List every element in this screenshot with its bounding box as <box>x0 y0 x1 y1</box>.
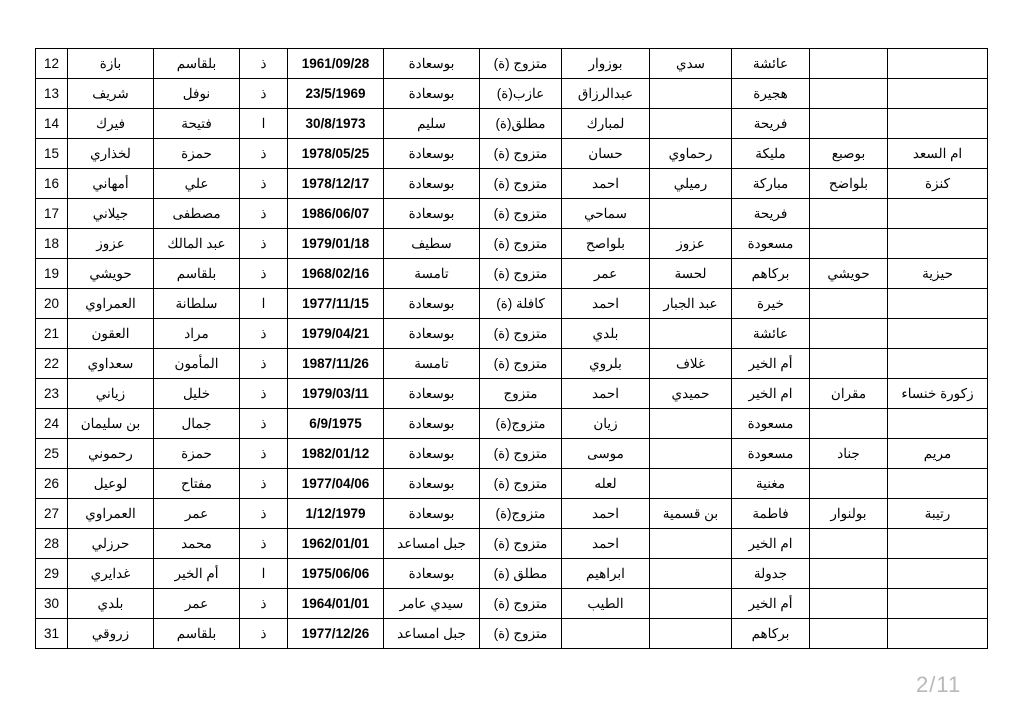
cell-extra1: بلواضح <box>810 169 888 199</box>
cell-extra2 <box>888 49 988 79</box>
cell-dob: 23/5/1969 <box>288 79 384 109</box>
cell-first: المأمون <box>154 349 240 379</box>
cell-status: متزوج (ة) <box>480 259 562 289</box>
table-row <box>36 379 988 409</box>
cell-dob: 1977/04/06 <box>288 469 384 499</box>
cell-gender: ذ <box>240 589 288 619</box>
cell-extra2: زكورة خنساء <box>888 379 988 409</box>
cell-first: عمر <box>154 589 240 619</box>
cell-status: متزوج (ة) <box>480 439 562 469</box>
cell-index: 20 <box>36 289 68 319</box>
cell-index: 12 <box>36 49 68 79</box>
cell-first: عمر <box>154 499 240 529</box>
cell-dob: 1987/11/26 <box>288 349 384 379</box>
cell-last: لخذاري <box>68 139 154 169</box>
cell-extra1: مقران <box>810 379 888 409</box>
table-row <box>36 469 988 499</box>
cell-status: متزوج (ة) <box>480 319 562 349</box>
cell-last: لوعيل <box>68 469 154 499</box>
cell-mother_first: بركاهم <box>732 619 810 649</box>
cell-dob: 30/8/1973 <box>288 109 384 139</box>
table-row <box>36 49 988 79</box>
cell-father: سماحي <box>562 199 650 229</box>
cell-mother_first: مسعودة <box>732 409 810 439</box>
cell-index: 15 <box>36 139 68 169</box>
cell-first: فتيحة <box>154 109 240 139</box>
cell-index: 27 <box>36 499 68 529</box>
cell-status: متزوج (ة) <box>480 469 562 499</box>
cell-gender: ذ <box>240 259 288 289</box>
cell-mother_first: مليكة <box>732 139 810 169</box>
cell-birthplace: سليم <box>384 109 480 139</box>
cell-extra2: كنزة <box>888 169 988 199</box>
cell-mother_last <box>650 559 732 589</box>
cell-extra1 <box>810 199 888 229</box>
cell-birthplace: بوسعادة <box>384 199 480 229</box>
table-row <box>36 199 988 229</box>
cell-gender: ذ <box>240 379 288 409</box>
cell-birthplace: بوسعادة <box>384 439 480 469</box>
cell-extra1 <box>810 289 888 319</box>
cell-first: مصطفى <box>154 199 240 229</box>
cell-mother_last: لحسة <box>650 259 732 289</box>
cell-father: لعله <box>562 469 650 499</box>
cell-father: بلروي <box>562 349 650 379</box>
cell-mother_first: مباركة <box>732 169 810 199</box>
cell-mother_first: جدولة <box>732 559 810 589</box>
cell-birthplace: بوسعادة <box>384 469 480 499</box>
cell-extra2 <box>888 79 988 109</box>
cell-mother_first: مسعودة <box>732 439 810 469</box>
cell-extra1 <box>810 319 888 349</box>
cell-dob: 1979/04/21 <box>288 319 384 349</box>
cell-last: بلدي <box>68 589 154 619</box>
cell-extra1 <box>810 349 888 379</box>
cell-mother_last: سدي <box>650 49 732 79</box>
cell-extra2 <box>888 109 988 139</box>
cell-status: متزوج (ة) <box>480 619 562 649</box>
cell-gender: ذ <box>240 139 288 169</box>
cell-status: متزوج (ة) <box>480 199 562 229</box>
cell-status: متزوج(ة) <box>480 499 562 529</box>
cell-extra2 <box>888 529 988 559</box>
table-row <box>36 499 988 529</box>
cell-gender: ذ <box>240 529 288 559</box>
cell-mother_last: رميلي <box>650 169 732 199</box>
cell-extra2 <box>888 589 988 619</box>
cell-last: حويشي <box>68 259 154 289</box>
cell-status: متزوج (ة) <box>480 529 562 559</box>
cell-gender: ذ <box>240 619 288 649</box>
registry-table <box>35 48 988 649</box>
cell-gender: ا <box>240 559 288 589</box>
cell-gender: ذ <box>240 229 288 259</box>
cell-extra2: مريم <box>888 439 988 469</box>
cell-first: بلقاسم <box>154 619 240 649</box>
cell-mother_last <box>650 319 732 349</box>
cell-mother_first: مغنية <box>732 469 810 499</box>
cell-extra1 <box>810 469 888 499</box>
cell-dob: 1978/12/17 <box>288 169 384 199</box>
cell-status: متزوج (ة) <box>480 49 562 79</box>
cell-index: 30 <box>36 589 68 619</box>
cell-extra2 <box>888 469 988 499</box>
cell-gender: ذ <box>240 409 288 439</box>
cell-extra2: حيزية <box>888 259 988 289</box>
cell-status: مطلق (ة) <box>480 559 562 589</box>
cell-status: متزوج (ة) <box>480 349 562 379</box>
cell-gender: ا <box>240 109 288 139</box>
cell-dob: 1978/05/25 <box>288 139 384 169</box>
cell-mother_last <box>650 199 732 229</box>
cell-birthplace: بوسعادة <box>384 139 480 169</box>
cell-dob: 1/12/1979 <box>288 499 384 529</box>
cell-gender: ذ <box>240 439 288 469</box>
cell-dob: 1979/01/18 <box>288 229 384 259</box>
cell-mother_first: هجيرة <box>732 79 810 109</box>
cell-mother_first: فريحة <box>732 199 810 229</box>
cell-extra2 <box>888 199 988 229</box>
cell-first: بلقاسم <box>154 259 240 289</box>
cell-extra2: رتيبة <box>888 499 988 529</box>
cell-mother_first: فاطمة <box>732 499 810 529</box>
cell-extra2 <box>888 229 988 259</box>
cell-mother_last <box>650 409 732 439</box>
cell-mother_first: ام الخير <box>732 529 810 559</box>
cell-extra1 <box>810 409 888 439</box>
cell-mother_last: بن قسمية <box>650 499 732 529</box>
cell-birthplace: بوسعادة <box>384 409 480 439</box>
cell-birthplace: جبل امساعد <box>384 619 480 649</box>
cell-first: مفتاح <box>154 469 240 499</box>
cell-first: نوفل <box>154 79 240 109</box>
cell-mother_last <box>650 79 732 109</box>
cell-mother_last: عبد الجبار <box>650 289 732 319</box>
cell-birthplace: بوسعادة <box>384 379 480 409</box>
cell-last: فيرك <box>68 109 154 139</box>
cell-dob: 1977/11/15 <box>288 289 384 319</box>
cell-index: 28 <box>36 529 68 559</box>
cell-birthplace: تامسة <box>384 259 480 289</box>
table-row <box>36 619 988 649</box>
cell-extra1: جناد <box>810 439 888 469</box>
cell-first: أم الخير <box>154 559 240 589</box>
cell-last: زياني <box>68 379 154 409</box>
table-row <box>36 289 988 319</box>
cell-status: عازب(ة) <box>480 79 562 109</box>
cell-last: بازة <box>68 49 154 79</box>
cell-dob: 1968/02/16 <box>288 259 384 289</box>
cell-mother_first: أم الخير <box>732 589 810 619</box>
table-row <box>36 589 988 619</box>
cell-first: بلقاسم <box>154 49 240 79</box>
cell-index: 19 <box>36 259 68 289</box>
registry-table-container <box>36 48 988 649</box>
cell-birthplace: تامسة <box>384 349 480 379</box>
cell-first: سلطانة <box>154 289 240 319</box>
cell-index: 14 <box>36 109 68 139</box>
cell-index: 25 <box>36 439 68 469</box>
cell-gender: ذ <box>240 319 288 349</box>
cell-dob: 1977/12/26 <box>288 619 384 649</box>
page-number: 2/11 <box>916 672 962 697</box>
cell-mother_last <box>650 109 732 139</box>
table-row <box>36 109 988 139</box>
cell-extra1 <box>810 79 888 109</box>
cell-birthplace: بوسعادة <box>384 319 480 349</box>
cell-extra1 <box>810 109 888 139</box>
cell-status: متزوج (ة) <box>480 169 562 199</box>
cell-mother_last: حميدي <box>650 379 732 409</box>
cell-last: حرزلي <box>68 529 154 559</box>
registry-table-body <box>36 49 988 649</box>
cell-last: رحموني <box>68 439 154 469</box>
cell-birthplace: بوسعادة <box>384 79 480 109</box>
cell-extra2 <box>888 619 988 649</box>
cell-mother_first: عائشة <box>732 49 810 79</box>
cell-gender: ذ <box>240 499 288 529</box>
cell-dob: 6/9/1975 <box>288 409 384 439</box>
cell-father: بلواصح <box>562 229 650 259</box>
cell-father: احمد <box>562 499 650 529</box>
cell-father: موسى <box>562 439 650 469</box>
cell-status: مطلق(ة) <box>480 109 562 139</box>
cell-index: 18 <box>36 229 68 259</box>
cell-last: أمهاني <box>68 169 154 199</box>
cell-gender: ا <box>240 289 288 319</box>
cell-last: زروقي <box>68 619 154 649</box>
cell-status: متزوج(ة) <box>480 409 562 439</box>
cell-father: ابراهيم <box>562 559 650 589</box>
table-row <box>36 349 988 379</box>
cell-extra2 <box>888 289 988 319</box>
cell-father <box>562 619 650 649</box>
cell-gender: ذ <box>240 169 288 199</box>
cell-mother_first: أم الخير <box>732 349 810 379</box>
cell-status: متزوج <box>480 379 562 409</box>
cell-dob: 1962/01/01 <box>288 529 384 559</box>
cell-index: 23 <box>36 379 68 409</box>
cell-last: العمراوي <box>68 499 154 529</box>
cell-gender: ذ <box>240 79 288 109</box>
cell-index: 31 <box>36 619 68 649</box>
cell-extra2 <box>888 409 988 439</box>
cell-mother_last <box>650 589 732 619</box>
cell-last: العمراوي <box>68 289 154 319</box>
cell-mother_first: ام الخير <box>732 379 810 409</box>
cell-father: احمد <box>562 529 650 559</box>
cell-gender: ذ <box>240 49 288 79</box>
cell-last: شريف <box>68 79 154 109</box>
cell-extra2 <box>888 559 988 589</box>
cell-first: حمزة <box>154 139 240 169</box>
cell-first: مراد <box>154 319 240 349</box>
cell-dob: 1986/06/07 <box>288 199 384 229</box>
cell-mother_first: عائشة <box>732 319 810 349</box>
cell-extra1: حويشي <box>810 259 888 289</box>
table-row <box>36 559 988 589</box>
cell-first: عبد المالك <box>154 229 240 259</box>
cell-extra2 <box>888 319 988 349</box>
cell-mother_last: غلاف <box>650 349 732 379</box>
cell-first: علي <box>154 169 240 199</box>
cell-birthplace: بوسعادة <box>384 289 480 319</box>
cell-father: بوزوار <box>562 49 650 79</box>
cell-mother_last <box>650 469 732 499</box>
cell-first: محمد <box>154 529 240 559</box>
table-row <box>36 319 988 349</box>
cell-last: بن سليمان <box>68 409 154 439</box>
cell-first: جمال <box>154 409 240 439</box>
cell-index: 16 <box>36 169 68 199</box>
cell-status: كافلة (ة) <box>480 289 562 319</box>
cell-extra1: بوصبع <box>810 139 888 169</box>
cell-father: احمد <box>562 169 650 199</box>
cell-father: الطيب <box>562 589 650 619</box>
table-row <box>36 169 988 199</box>
cell-mother_first: مسعودة <box>732 229 810 259</box>
table-row <box>36 79 988 109</box>
cell-birthplace: بوسعادة <box>384 49 480 79</box>
cell-index: 24 <box>36 409 68 439</box>
table-row <box>36 529 988 559</box>
table-row <box>36 139 988 169</box>
cell-dob: 1979/03/11 <box>288 379 384 409</box>
cell-status: متزوج (ة) <box>480 229 562 259</box>
table-row <box>36 229 988 259</box>
cell-extra1 <box>810 49 888 79</box>
cell-mother_first: خيرة <box>732 289 810 319</box>
cell-last: سعداوي <box>68 349 154 379</box>
cell-mother_last <box>650 529 732 559</box>
cell-extra2 <box>888 349 988 379</box>
cell-extra1 <box>810 589 888 619</box>
cell-index: 29 <box>36 559 68 589</box>
cell-status: متزوج (ة) <box>480 589 562 619</box>
cell-gender: ذ <box>240 349 288 379</box>
cell-birthplace: بوسعادة <box>384 559 480 589</box>
cell-mother_last: رحماوي <box>650 139 732 169</box>
cell-last: غدايري <box>68 559 154 589</box>
cell-extra1 <box>810 559 888 589</box>
cell-last: العقون <box>68 319 154 349</box>
cell-father: عبدالرزاق <box>562 79 650 109</box>
cell-father: حسان <box>562 139 650 169</box>
cell-mother_last <box>650 439 732 469</box>
cell-extra1 <box>810 529 888 559</box>
cell-index: 22 <box>36 349 68 379</box>
cell-birthplace: سطيف <box>384 229 480 259</box>
cell-extra2: ام السعد <box>888 139 988 169</box>
cell-dob: 1975/06/06 <box>288 559 384 589</box>
cell-last: جيلاني <box>68 199 154 229</box>
cell-father: بلدي <box>562 319 650 349</box>
cell-gender: ذ <box>240 469 288 499</box>
cell-mother_last <box>650 619 732 649</box>
cell-extra1 <box>810 229 888 259</box>
cell-mother_first: فريحة <box>732 109 810 139</box>
cell-first: خليل <box>154 379 240 409</box>
cell-mother_last: عزوز <box>650 229 732 259</box>
cell-index: 13 <box>36 79 68 109</box>
cell-father: لمبارك <box>562 109 650 139</box>
cell-index: 26 <box>36 469 68 499</box>
cell-extra1: بولنوار <box>810 499 888 529</box>
cell-gender: ذ <box>240 199 288 229</box>
cell-index: 21 <box>36 319 68 349</box>
cell-birthplace: جبل امساعد <box>384 529 480 559</box>
cell-birthplace: بوسعادة <box>384 499 480 529</box>
cell-birthplace: سيدي عامر <box>384 589 480 619</box>
cell-dob: 1964/01/01 <box>288 589 384 619</box>
cell-birthplace: بوسعادة <box>384 169 480 199</box>
cell-father: عمر <box>562 259 650 289</box>
cell-index: 17 <box>36 199 68 229</box>
table-row <box>36 259 988 289</box>
cell-status: متزوج (ة) <box>480 139 562 169</box>
cell-first: حمزة <box>154 439 240 469</box>
cell-father: احمد <box>562 379 650 409</box>
table-row <box>36 439 988 469</box>
cell-dob: 1961/09/28 <box>288 49 384 79</box>
table-row <box>36 409 988 439</box>
cell-father: احمد <box>562 289 650 319</box>
cell-last: عزوز <box>68 229 154 259</box>
cell-mother_first: بركاهم <box>732 259 810 289</box>
cell-father: زيان <box>562 409 650 439</box>
cell-dob: 1982/01/12 <box>288 439 384 469</box>
cell-extra1 <box>810 619 888 649</box>
